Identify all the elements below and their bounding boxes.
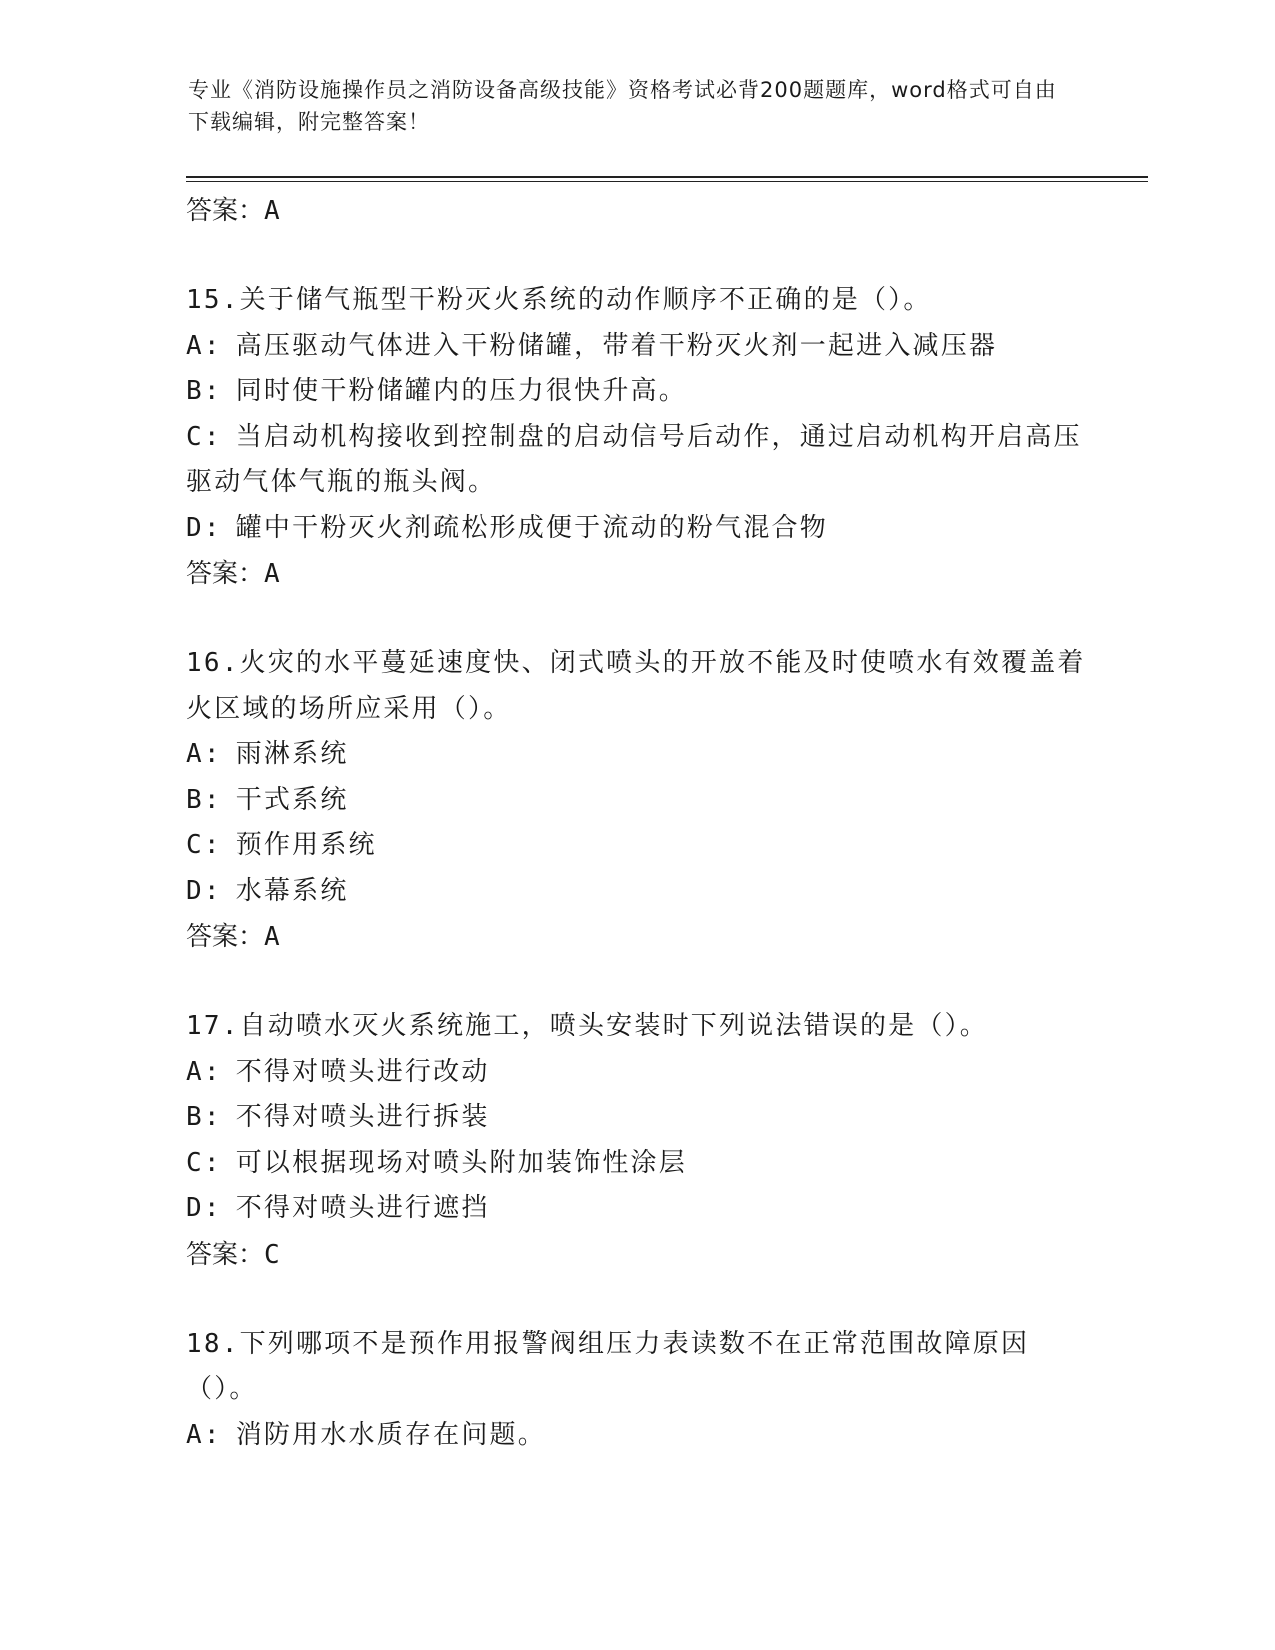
- option-letter: D:: [186, 512, 222, 543]
- option-a: [186, 324, 1086, 370]
- option-letter: B:: [186, 1102, 222, 1132]
- option-letter: C:: [186, 830, 222, 860]
- option-d: [186, 869, 1086, 915]
- option-b: [186, 369, 1086, 415]
- option-text: 雨淋系统: [235, 739, 349, 769]
- option-a: [186, 1050, 1086, 1096]
- option-letter: A:: [186, 739, 222, 769]
- question-gap: [186, 597, 1086, 641]
- option-letter: D:: [186, 1193, 222, 1223]
- question-gap: [186, 234, 1086, 278]
- question-answer: [186, 551, 1086, 597]
- question-3: [186, 1004, 1086, 1050]
- option-a: [186, 732, 1086, 778]
- previous-answer: [186, 188, 1086, 234]
- option-c: [186, 1141, 1086, 1187]
- option-letter: C:: [186, 421, 222, 452]
- answer-value: A: [264, 196, 280, 226]
- option-letter: B:: [186, 376, 222, 406]
- option-text: 高压驱动气体进入干粉储罐，带着干粉灭火剂一起进入减压器: [235, 330, 998, 361]
- option-text: 罐中干粉灭火剂疏松形成便于流动的粉气混合物: [235, 512, 828, 543]
- question-number: 15.: [186, 285, 240, 315]
- answer-value: A: [264, 559, 280, 589]
- option-letter: C:: [186, 1147, 222, 1178]
- header-rule-thin: [186, 181, 1148, 182]
- document-content: [186, 188, 1086, 1458]
- question-text: 下列哪项不是预作用报警阀组压力表读数不在正常范围故障原因（）。: [186, 1328, 1030, 1404]
- answer-value: A: [264, 922, 280, 952]
- option-text: 同时使干粉储罐内的压力很快升高。: [235, 376, 687, 406]
- option-d: [186, 1186, 1086, 1232]
- answer-label: 答案：: [186, 922, 265, 952]
- question-number: 17.: [186, 1011, 240, 1041]
- option-text: 消防用水水质存在问题。: [235, 1419, 546, 1450]
- answer-label: 答案：: [186, 1239, 265, 1270]
- question-2: [186, 641, 1086, 732]
- option-letter: A:: [186, 1056, 222, 1087]
- option-letter: B:: [186, 784, 222, 815]
- option-text: 水幕系统: [235, 875, 349, 906]
- option-text: 不得对喷头进行改动: [235, 1056, 490, 1087]
- option-letter: A:: [186, 330, 222, 361]
- option-a: [186, 1413, 1086, 1459]
- option-b: [186, 778, 1086, 824]
- question-number: 16.: [186, 648, 240, 678]
- question-number: 18.: [186, 1328, 240, 1359]
- option-text: 干式系统: [235, 784, 349, 815]
- question-text: 自动喷水灭火系统施工，喷头安装时下列说法错误的是（）。: [239, 1011, 988, 1041]
- document-header: 专业《消防设施操作员之消防设备高级技能》资格考试必背200题题库，word格式可自由下载编辑，附完整答案！: [188, 78, 1057, 134]
- option-text: 当启动机构接收到控制盘的启动信号后动作，通过启动机构开启高压驱动气体气瓶的瓶头阀。: [186, 421, 1082, 497]
- question-answer: [186, 914, 1086, 960]
- question-4: [186, 1322, 1086, 1413]
- option-text: 可以根据现场对喷头附加装饰性涂层: [235, 1147, 687, 1178]
- question-gap: [186, 960, 1086, 1004]
- option-letter: D:: [186, 875, 222, 906]
- question-gap: [186, 1278, 1086, 1322]
- option-text: 不得对喷头进行遮挡: [235, 1193, 490, 1223]
- option-d: [186, 506, 1086, 552]
- question-text: 关于储气瓶型干粉灭火系统的动作顺序不正确的是（）。: [239, 285, 932, 315]
- question-answer: [186, 1232, 1086, 1278]
- option-text: 预作用系统: [235, 830, 377, 860]
- option-text: 不得对喷头进行拆装: [235, 1102, 490, 1132]
- answer-label: 答案：: [186, 559, 265, 589]
- option-letter: A:: [186, 1419, 222, 1450]
- question-text: 火灾的水平蔓延速度快、闭式喷头的开放不能及时使喷水有效覆盖着火区域的场所应采用（）。: [186, 648, 1086, 724]
- answer-value: C: [264, 1239, 280, 1270]
- option-c: [186, 415, 1086, 506]
- question-1: [186, 278, 1086, 324]
- option-c: [186, 823, 1086, 869]
- answer-label: 答案：: [186, 196, 265, 226]
- header-rule-thick: [186, 176, 1148, 178]
- option-b: [186, 1095, 1086, 1141]
